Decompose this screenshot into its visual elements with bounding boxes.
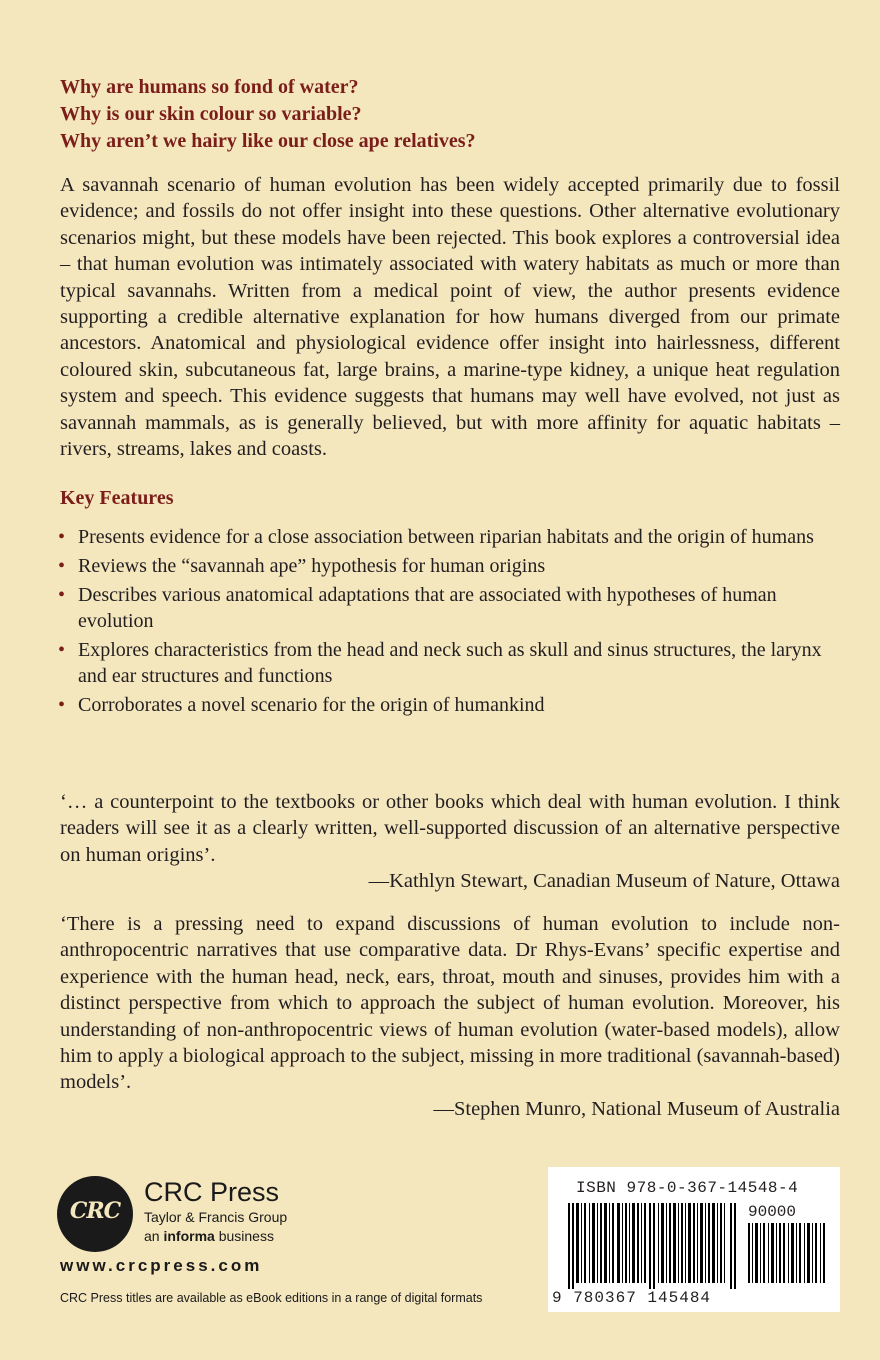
feature-text: Presents evidence for a close association between riparian habitats and the origin of humans [78, 526, 814, 548]
quote-attribution: —Stephen Munro, National Museum of Australia [433, 1097, 840, 1120]
blurb-text: A savannah scenario of human evolution has been widely accepted primarily due to fossil evidence; and fossils do not offer insight into these questions. Other alternative evolutionary scenarios might, but these models have been rejected. This book explores a controversial idea – that human evolution was intimately associated with watery habitats as much or more than typical savannahs. Written from a medical point of view, the author presents evidence supporting a credible alternative explanation for how humans diverged from our primate ancestors. Anatomical and physiological evidence offer insight into hairlessness, different coloured skin, subcutaneous fat, large brains, a marine-type kidney, a unique heat regulation system and speech. This evidence suggests that humans may well have evolved, not just as savannah mammals, as is generally believed, but with more affinity for aquatic habitats – rivers, streams, lakes and coasts. [60, 174, 840, 461]
crc-logo [57, 1176, 133, 1252]
price-barcode-bars [748, 1223, 828, 1283]
review-quote [60, 789, 840, 895]
quote-text: ‘There is a pressing need to expand discussions of human evolution to include non-anthropocentric narratives that use comparative data. Dr Rhys-Evans’ specific expertise and experience with the human head, neck, ears, throat, mouth and sinuses, provides him with a distinct perspective from which to approach the subject of human evolution. Moreover, his understanding of non-anthropocentric views of human evolution (water-based models), allow him to apply a biological approach to the subject, missing in more traditional (savannah-based) models’. [60, 913, 840, 1094]
review-quote [60, 911, 840, 1122]
feature-item [58, 524, 848, 550]
barcode-box [548, 1167, 840, 1312]
feature-text: Reviews the “savannah ape” hypothesis for human origins [78, 555, 546, 577]
quote-attribution: —Kathlyn Stewart, Canadian Museum of Nature, Ottawa [368, 870, 840, 893]
question-line: Why are humans so fond of water? [60, 76, 359, 98]
ean-barcode-bars [568, 1203, 738, 1289]
feature-text: Explores characteristics from the head and neck such as skull and sinus structures, the larynx and ear structures and functions [78, 639, 822, 687]
feature-item [58, 553, 848, 579]
bullet-icon: • [58, 584, 66, 606]
feature-item [58, 692, 848, 718]
publisher-name: CRC Press [144, 1177, 280, 1207]
informa-suffix: business [214, 1228, 274, 1244]
quote-text: ‘… a counterpoint to the textbooks or other books which deal with human evolution. I think readers will see it as a clearly written, well-supported discussion of an alternative perspective on human origins’. [60, 791, 840, 866]
crc-logo-text: CRC [69, 1198, 121, 1224]
key-features-title: Key Features [60, 487, 174, 509]
informa-brand: informa [163, 1228, 215, 1244]
price-code: 90000 [748, 1203, 797, 1221]
feature-text: Corroborates a novel scenario for the origin of humankind [78, 694, 545, 716]
publisher-informa [144, 1226, 287, 1246]
blurb-paragraph [60, 172, 840, 462]
barcode-digits: 9 780367 145484 [552, 1289, 712, 1307]
question-line: Why aren’t we hairy like our close ape relatives? [60, 130, 476, 152]
questions-block [60, 74, 476, 155]
publisher-url[interactable]: www.crcpress.com [60, 1256, 263, 1275]
ebook-note: CRC Press titles are available as eBook editions in a range of digital formats [60, 1291, 483, 1305]
bullet-icon: • [58, 526, 66, 548]
feature-item [58, 582, 848, 634]
feature-text: Describes various anatomical adaptations that are associated with hypotheses of human evolution [78, 584, 777, 632]
publisher-group: Taylor & Francis Group [144, 1209, 288, 1225]
bullet-icon: • [58, 555, 66, 577]
feature-item [58, 637, 848, 689]
bullet-icon: • [58, 639, 66, 661]
informa-prefix: an [144, 1228, 164, 1244]
publisher-block [144, 1176, 287, 1246]
isbn-text: ISBN 978-0-367-14548-4 [576, 1179, 799, 1197]
bullet-icon: • [58, 694, 66, 716]
key-features-list [58, 524, 848, 721]
question-line: Why is our skin colour so variable? [60, 103, 362, 125]
